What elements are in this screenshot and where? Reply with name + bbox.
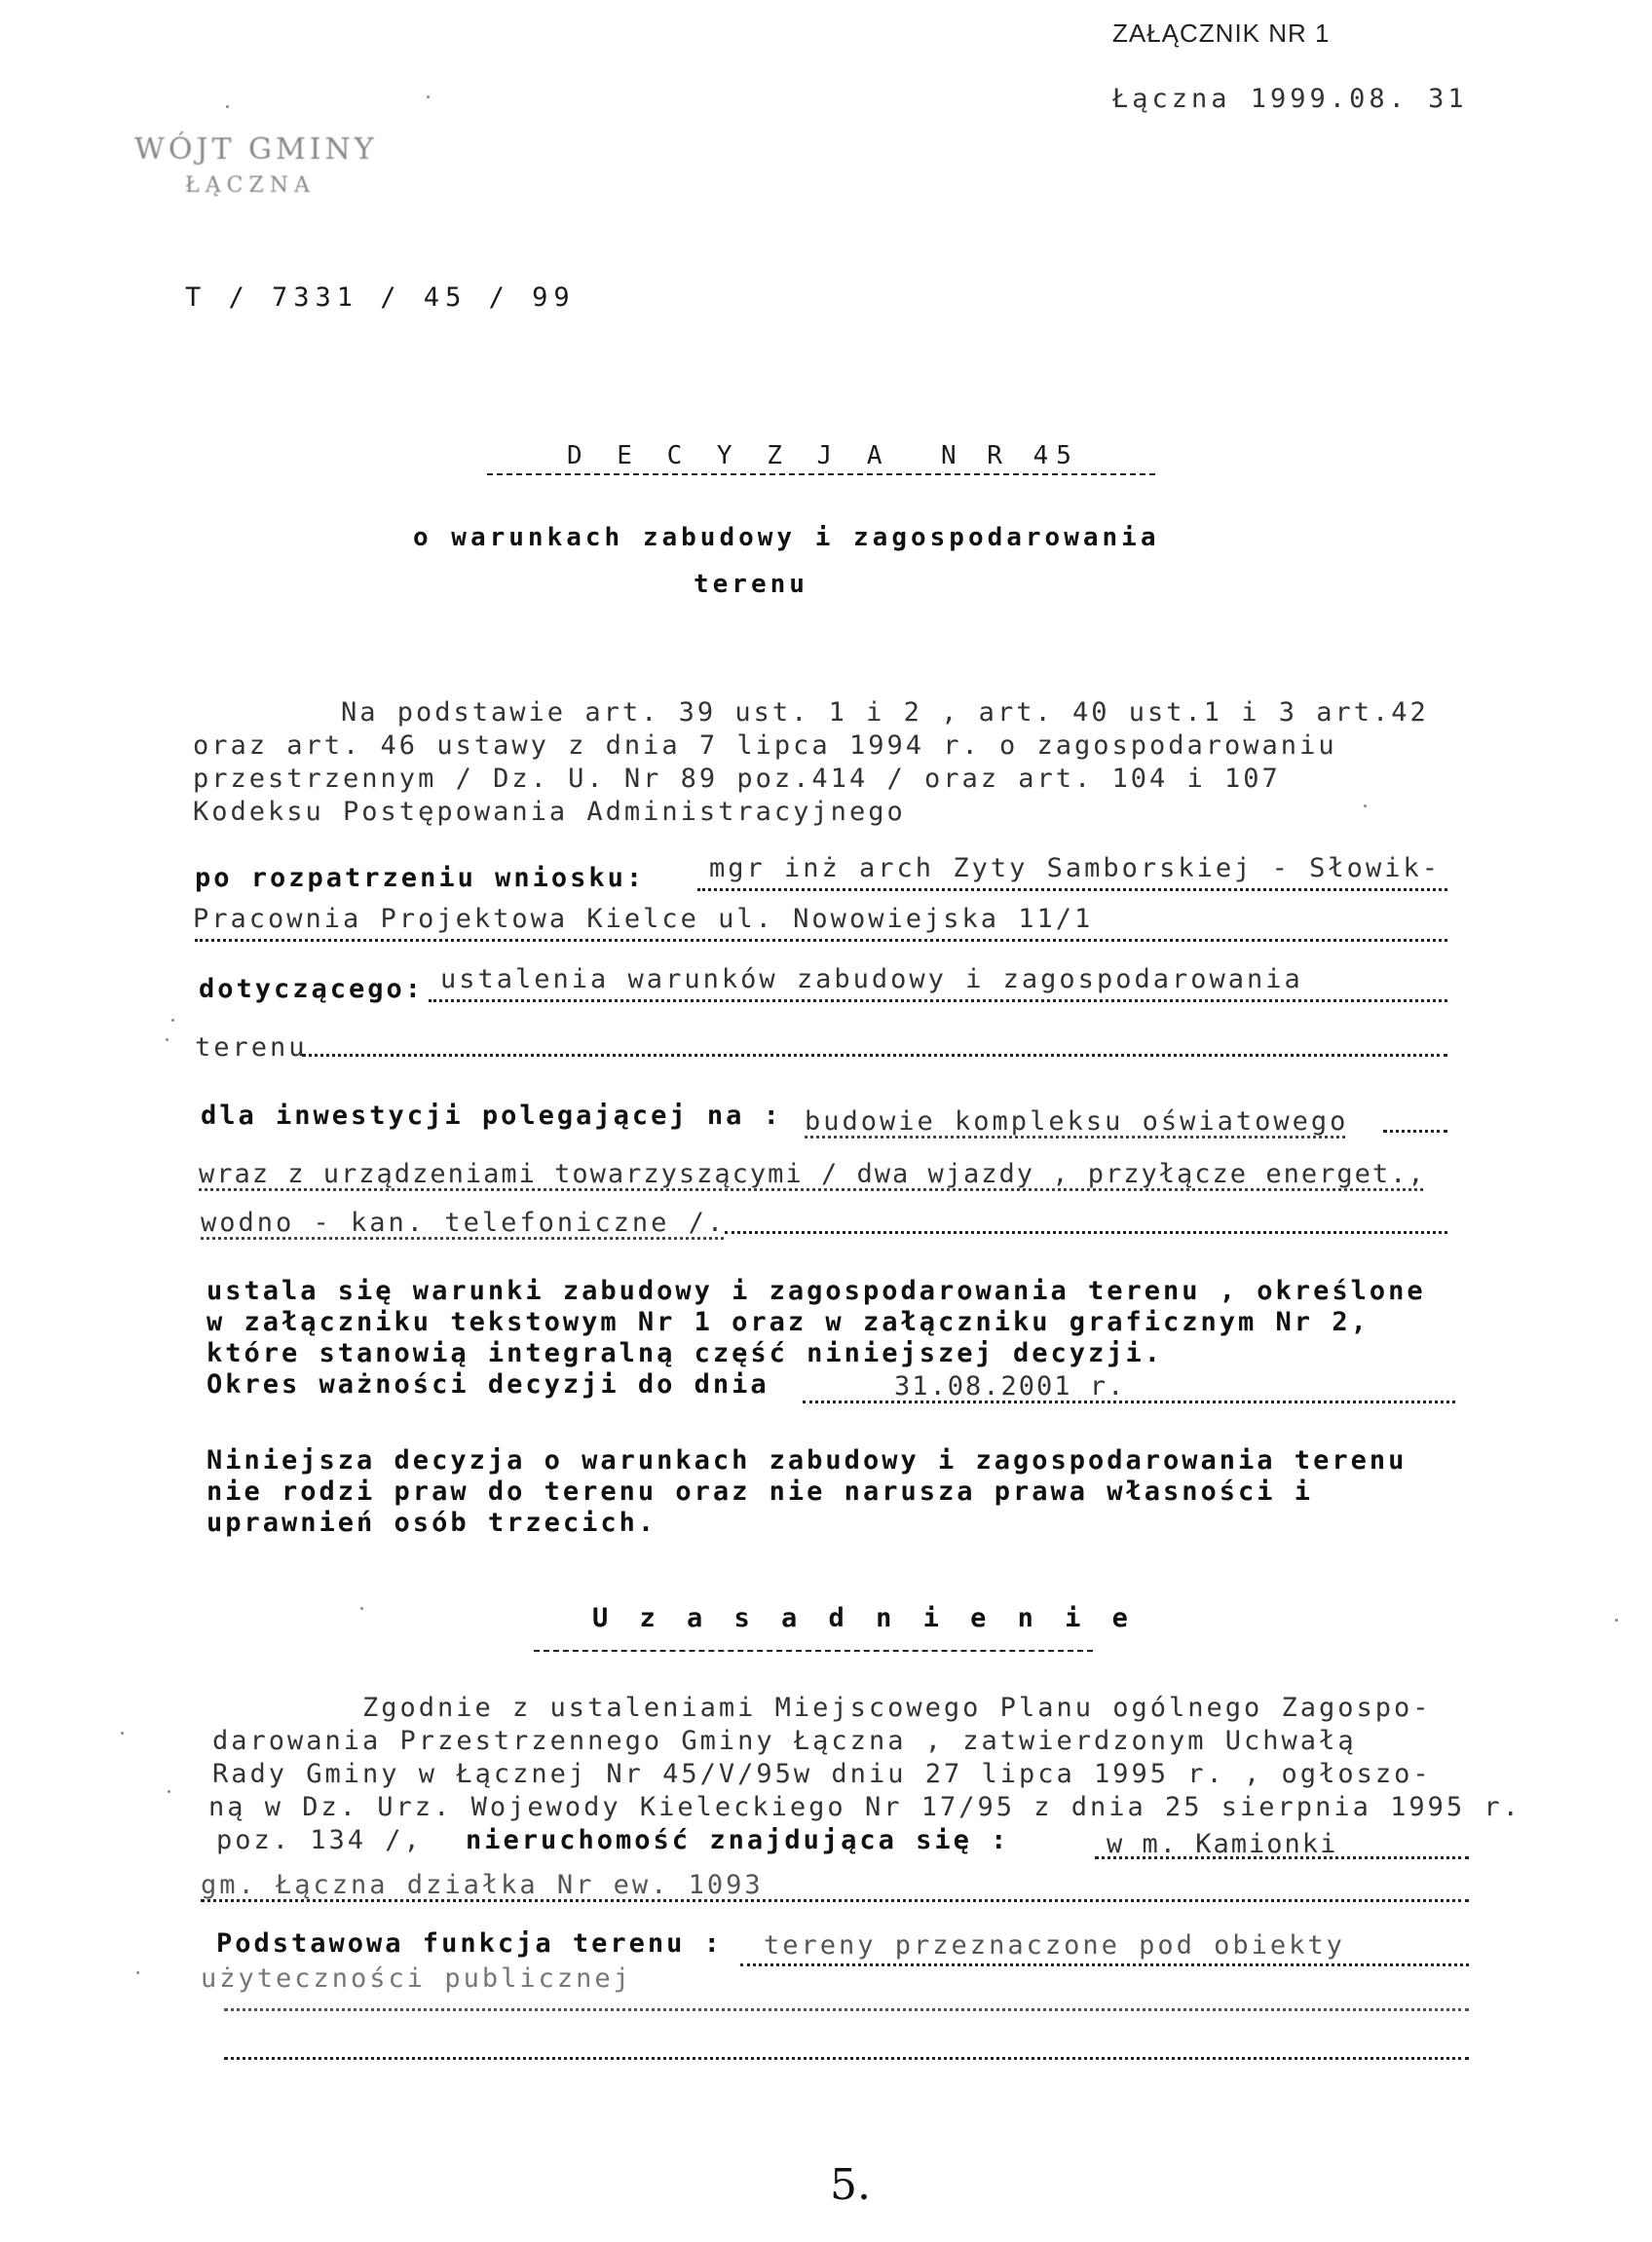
determination-line-3: które stanowią integralną część niniejszej decyzji.: [206, 1338, 1164, 1368]
fill-line: [224, 2008, 1469, 2011]
legal-basis-line-3: przestrzennym / Dz. U. Nr 89 poz.414 / oraz art. 104 i 107: [193, 764, 1281, 794]
justification-line-3: Rady Gminy w Łącznej Nr 45/V/95w dniu 27 lipca 1995 r. , ogłoszo-: [212, 1759, 1432, 1789]
investment-value-2: wraz z urządzeniami towarzyszącymi / dwa wjazdy , przyłącze energet.,: [199, 1159, 1426, 1189]
fill-line: [725, 1231, 1447, 1234]
investment-label: dla inwestycji polegającej na :: [201, 1101, 782, 1131]
scan-speck: [226, 105, 229, 108]
reference-number: T / 7331 / 45 / 99: [185, 282, 576, 313]
legal-basis-line-4: Kodeksu Postępowania Administracyjnego: [193, 797, 906, 827]
investment-value-3: wodno - kan. telefoniczne /.: [201, 1208, 727, 1238]
decision-subtitle: o warunkach zabudowy i zagospodarowania: [413, 523, 1160, 552]
property-location: w m. Kamionki: [1107, 1829, 1338, 1859]
function-value-2: użyteczności publicznej: [201, 1963, 632, 1994]
investment-value-1: budowie kompleksu oświatowego: [805, 1106, 1349, 1137]
legal-basis-line-2: oraz art. 46 ustawy z dnia 7 lipca 1994 r. o zagospodarowaniu: [193, 730, 1337, 761]
scan-speck: [1615, 1619, 1618, 1622]
determination-line-2: w załączniku tekstowym Nr 1 oraz w załączniku graficznym Nr 2,: [206, 1307, 1370, 1337]
scan-speck: [166, 1038, 169, 1041]
fill-line: [201, 1899, 1469, 1902]
legal-basis-line-1: Na podstawie art. 39 ust. 1 i 2 , art. 40 ust.1 i 3 art.42: [341, 697, 1429, 728]
determination-line-1: ustala się warunki zabudowy i zagospodarowania terenu , określone: [206, 1276, 1426, 1306]
fill-line: [1383, 1130, 1447, 1133]
fill-line: [429, 999, 1447, 1002]
fill-line: [697, 888, 1447, 891]
function-value-1: tereny przeznaczone pod obiekty: [764, 1930, 1345, 1961]
fill-line: [224, 2057, 1469, 2060]
attachment-label: ZAŁĄCZNIK NR 1: [1112, 19, 1331, 48]
stamp-line-1: WÓJT GMINY: [134, 132, 378, 167]
property-label: nieruchomość znajdująca się :: [466, 1825, 1010, 1855]
function-label: Podstawowa funkcja terenu :: [216, 1928, 723, 1959]
application-value-1: mgr inż arch Zyty Samborskiej - Słowik-: [709, 853, 1441, 883]
fill-line: [740, 1963, 1469, 1966]
scan-speck: [427, 95, 430, 98]
concerning-value-2: terenu: [195, 1032, 308, 1063]
justification-heading: U z a s a d n i e n i e: [592, 1603, 1136, 1633]
application-value-2: Pracownia Projektowa Kielce ul. Nowowiejska 11/1: [193, 904, 1094, 934]
scan-speck: [121, 1732, 124, 1735]
scan-speck: [1364, 804, 1367, 807]
justification-line-4: ną w Dz. Urz. Wojewody Kieleckiego Nr 17/95 z dnia 25 sierpnia 1995 r.: [208, 1792, 1521, 1822]
scan-speck: [168, 1790, 170, 1793]
office-stamp-line-2: ŁĄCZNA: [185, 173, 316, 198]
office-stamp: [134, 132, 378, 167]
fill-line: [803, 1401, 1455, 1403]
justification-rule: [534, 1650, 1093, 1652]
justification-line-5: poz. 134 /,: [216, 1825, 423, 1855]
concerning-label: dotyczącego:: [199, 974, 425, 1004]
notice-line-2: nie rodzi praw do terenu oraz nie narusza prawa własności i: [206, 1476, 1314, 1507]
notice-line-1: Niniejsza decyzja o warunkach zabudowy i zagospodarowania terenu: [206, 1445, 1408, 1476]
scan-speck: [360, 1607, 363, 1610]
justification-line-2: darowania Przestrzennego Gminy Łączna , zatwierdzonym Uchwałą: [212, 1726, 1357, 1756]
justification-line-1: Zgodnie z ustaleniami Miejscowego Planu ogólnego Zagospo-: [362, 1693, 1432, 1723]
decision-subtitle-2: terenu: [694, 570, 808, 599]
validity-label: Okres ważności decyzji do dnia: [206, 1369, 770, 1400]
fill-line: [1095, 1856, 1469, 1859]
decision-title: D E C Y Z J A: [567, 441, 892, 470]
scan-speck: [136, 1971, 139, 1974]
title-rule: [487, 473, 1155, 475]
fill-line: [195, 939, 1447, 942]
scan-speck: [171, 1019, 174, 1022]
notice-line-3: uprawnień osób trzecich.: [206, 1508, 657, 1538]
place-date: Łączna 1999.08. 31: [1112, 84, 1468, 114]
concerning-value-1: ustalenia warunków zabudowy i zagospodarowania: [440, 964, 1303, 994]
validity-date: 31.08.2001 r.: [894, 1371, 1126, 1401]
decision-number: N R 45: [941, 441, 1079, 470]
application-label: po rozpatrzeniu wniosku:: [195, 863, 646, 893]
page-number: 5.: [830, 2160, 871, 2210]
fill-line: [302, 1054, 1447, 1057]
parcel-line: gm. Łączna działka Nr ew. 1093: [201, 1870, 764, 1900]
